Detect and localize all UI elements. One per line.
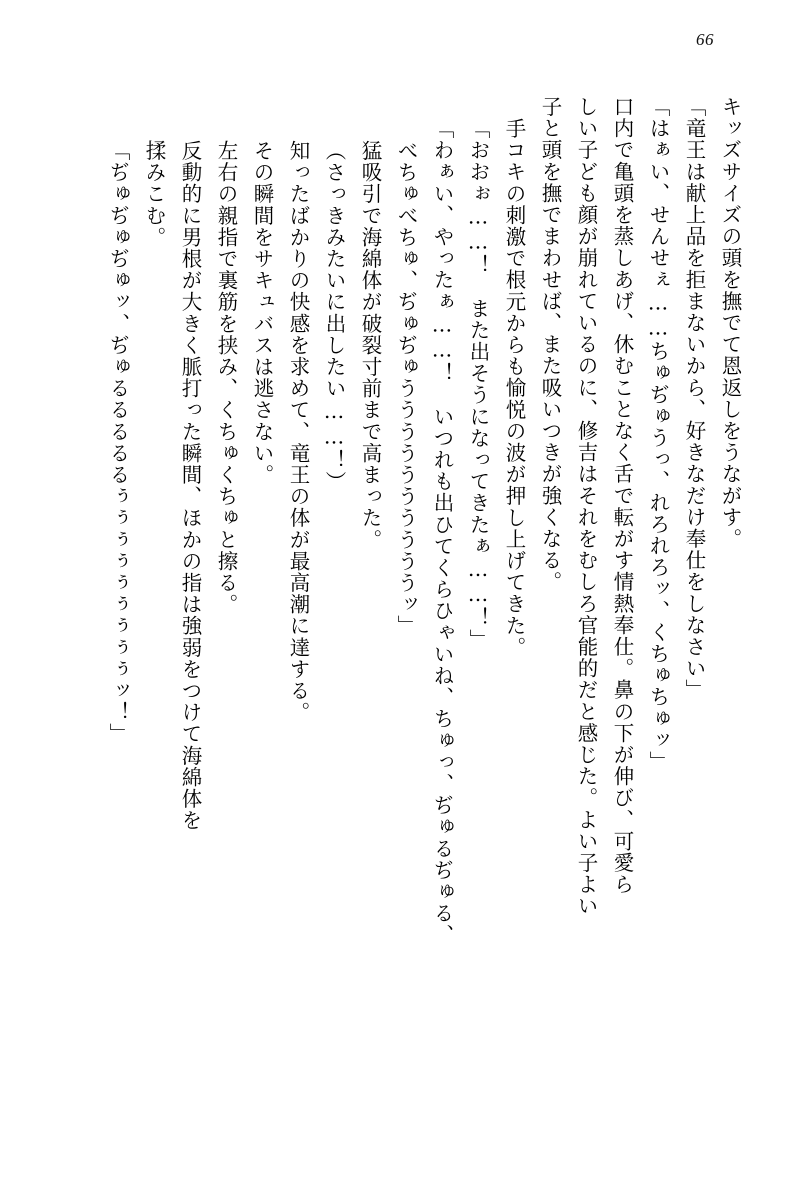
text-line: キッズサイズの頭を撫でて恩返しをうながす。 xyxy=(718,96,742,550)
page-number: 66 xyxy=(696,30,714,49)
text-line: 猛吸引で海綿体が破裂寸前まで高まった。 xyxy=(358,140,382,551)
text-line: 反動的に男根が大きく脈打った瞬間、ほかの指は強弱をつけて海綿体を xyxy=(178,140,202,832)
text-line: 「おおぉ……！ また出そうになってきたぁ……！」 xyxy=(466,118,490,651)
text-line: （さっきみたいに出したい……！） xyxy=(322,140,346,493)
text-line: 知ったばかりの快感を求めて、竜王の体が最高潮に達する。 xyxy=(286,140,310,724)
text-line: 手コキの刺激で根元からも愉悦の波が押し上げてきた。 xyxy=(502,118,526,658)
text-line: 「わぁい、やったぁ……！ いつれも出ひてくらひゃいね、ちゅっ、ぢゅるぢゅる、 xyxy=(430,118,454,946)
text-line: 口内で亀頭を蒸しあげ、休むことなく舌で転がす情熱奉仕。鼻の下が伸び、可愛ら xyxy=(610,96,634,896)
text-line: 左右の親指で裏筋を挟み、くちゅくちゅと擦る。 xyxy=(214,140,238,616)
text-line: 揉みこむ。 xyxy=(142,140,166,248)
text-line: 子と頭を撫でまわせば、また吸いつきが強くなる。 xyxy=(538,96,562,593)
vertical-text-body xyxy=(42,96,740,1148)
text-line: しい子ども顔が崩れているのに、修吉はそれをむしろ官能的だと感じた。よい子よい xyxy=(574,96,598,917)
text-line: 「ぢゅぢゅぢゅッ、ぢゅるるるるるぅぅぅぅぅぅぅぅぅッ！」 xyxy=(106,140,130,745)
text-line: その瞬間をサキュバスは逃さない。 xyxy=(250,140,274,486)
text-line: べちゅべちゅ、ぢゅぢゅううううううううううッ」 xyxy=(394,140,418,637)
text-line: 「竜王は献上品を拒まないから、好きなだけ奉仕をしなさい」 xyxy=(682,96,706,701)
text-line: 「はぁい、せんせぇ……ちゅぢゅうっ、れろれろッ、くちゅちゅッ」 xyxy=(646,96,670,773)
